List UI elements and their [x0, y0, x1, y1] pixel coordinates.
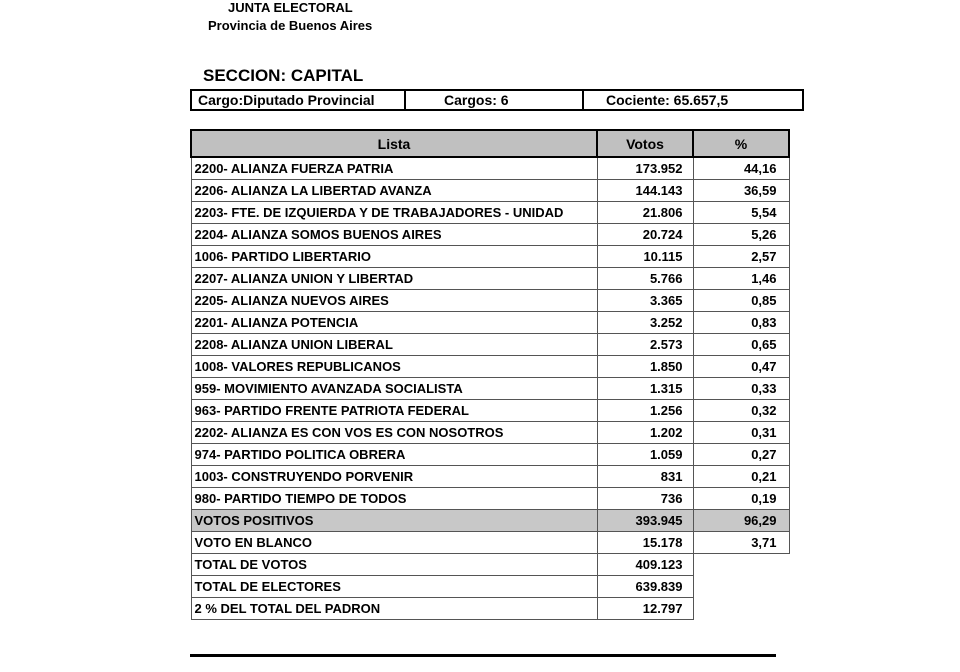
total-votos: 12.797	[597, 597, 693, 619]
header-subtitle: Provincia de Buenos Aires	[208, 18, 373, 33]
row-pct: 0,85	[693, 289, 789, 311]
row-lista: 2206- ALIANZA LA LIBERTAD AVANZA	[191, 179, 597, 201]
table-row	[191, 245, 789, 267]
row-lista: 980- PARTIDO TIEMPO DE TODOS	[191, 487, 597, 509]
row-pct: 0,33	[693, 377, 789, 399]
header-pct: %	[693, 130, 789, 157]
table-row	[191, 487, 789, 509]
row-votos: 1.850	[597, 355, 693, 377]
table-row	[191, 421, 789, 443]
header-lista: Lista	[191, 130, 597, 157]
row-votos: 21.806	[597, 201, 693, 223]
row-votos: 736	[597, 487, 693, 509]
row-lista: 959- MOVIMIENTO AVANZADA SOCIALISTA	[191, 377, 597, 399]
row-pct: 0,31	[693, 421, 789, 443]
table-row	[191, 223, 789, 245]
table-row	[191, 267, 789, 289]
row-pct: 5,26	[693, 223, 789, 245]
row-votos: 831	[597, 465, 693, 487]
row-lista: 2201- ALIANZA POTENCIA	[191, 311, 597, 333]
table-row	[191, 179, 789, 201]
row-lista: 2205- ALIANZA NUEVOS AIRES	[191, 289, 597, 311]
table-row	[191, 355, 789, 377]
row-lista: 2207- ALIANZA UNION Y LIBERTAD	[191, 267, 597, 289]
row-lista: 963- PARTIDO FRENTE PATRIOTA FEDERAL	[191, 399, 597, 421]
total-row-total-votos	[191, 553, 789, 575]
row-pct: 0,83	[693, 311, 789, 333]
total-votos: 15.178	[597, 531, 693, 553]
table-row	[191, 443, 789, 465]
header-title: JUNTA ELECTORAL	[228, 0, 353, 15]
total-lista: TOTAL DE VOTOS	[191, 553, 597, 575]
row-pct: 1,46	[693, 267, 789, 289]
row-votos: 144.143	[597, 179, 693, 201]
table-row	[191, 333, 789, 355]
row-lista: 2202- ALIANZA ES CON VOS ES CON NOSOTROS	[191, 421, 597, 443]
row-votos: 173.952	[597, 157, 693, 179]
total-votos: 639.839	[597, 575, 693, 597]
total-row-total-electores	[191, 575, 789, 597]
total-lista: VOTO EN BLANCO	[191, 531, 597, 553]
row-votos: 20.724	[597, 223, 693, 245]
total-lista: 2 % DEL TOTAL DEL PADRON	[191, 597, 597, 619]
row-votos: 1.315	[597, 377, 693, 399]
row-lista: 974- PARTIDO POLITICA OBRERA	[191, 443, 597, 465]
bottom-rule	[190, 654, 776, 657]
row-votos: 1.202	[597, 421, 693, 443]
empty-cell	[693, 597, 789, 619]
row-votos: 1.059	[597, 443, 693, 465]
header-votos: Votos	[597, 130, 693, 157]
table-row	[191, 289, 789, 311]
table-row	[191, 157, 789, 179]
row-pct: 0,27	[693, 443, 789, 465]
total-row-padron	[191, 597, 789, 619]
section-title: SECCION: CAPITAL	[203, 66, 364, 85]
row-lista: 1006- PARTIDO LIBERTARIO	[191, 245, 597, 267]
total-lista: VOTOS POSITIVOS	[191, 509, 597, 531]
results-table	[190, 129, 790, 620]
row-pct: 5,54	[693, 201, 789, 223]
empty-cell	[693, 575, 789, 597]
total-row-voto-en-blanco	[191, 531, 789, 553]
total-pct: 96,29	[693, 509, 789, 531]
row-pct: 0,19	[693, 487, 789, 509]
cociente-cell: Cociente: 65.657,5	[606, 92, 729, 108]
row-lista: 1008- VALORES REPUBLICANOS	[191, 355, 597, 377]
empty-cell	[693, 553, 789, 575]
info-bar	[190, 89, 804, 111]
table-header-row	[191, 130, 789, 157]
total-lista: TOTAL DE ELECTORES	[191, 575, 597, 597]
table-row	[191, 201, 789, 223]
row-pct: 0,32	[693, 399, 789, 421]
table-row	[191, 399, 789, 421]
row-lista: 2208- ALIANZA UNION LIBERAL	[191, 333, 597, 355]
row-pct: 0,47	[693, 355, 789, 377]
row-pct: 36,59	[693, 179, 789, 201]
row-lista: 1003- CONSTRUYENDO PORVENIR	[191, 465, 597, 487]
total-votos: 393.945	[597, 509, 693, 531]
total-row-votos-positivos	[191, 509, 789, 531]
row-pct: 0,65	[693, 333, 789, 355]
row-votos: 2.573	[597, 333, 693, 355]
row-votos: 10.115	[597, 245, 693, 267]
row-votos: 1.256	[597, 399, 693, 421]
row-pct: 2,57	[693, 245, 789, 267]
cargo-cell: Cargo:Diputado Provincial	[192, 91, 406, 109]
total-votos: 409.123	[597, 553, 693, 575]
cargos-cell: Cargos: 6	[406, 91, 584, 109]
row-pct: 44,16	[693, 157, 789, 179]
row-votos: 3.365	[597, 289, 693, 311]
row-lista: 2204- ALIANZA SOMOS BUENOS AIRES	[191, 223, 597, 245]
row-lista: 2200- ALIANZA FUERZA PATRIA	[191, 157, 597, 179]
table-row	[191, 465, 789, 487]
table-row	[191, 377, 789, 399]
row-lista: 2203- FTE. DE IZQUIERDA Y DE TRABAJADORES - UNIDAD	[191, 201, 597, 223]
row-pct: 0,21	[693, 465, 789, 487]
total-pct: 3,71	[693, 531, 789, 553]
row-votos: 5.766	[597, 267, 693, 289]
row-votos: 3.252	[597, 311, 693, 333]
table-row	[191, 311, 789, 333]
